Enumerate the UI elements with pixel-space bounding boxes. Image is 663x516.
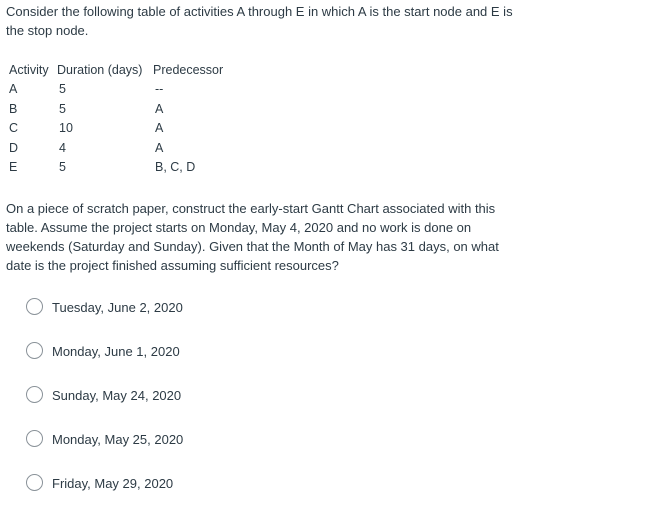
- question-intro: Consider the following table of activities A through E in which A is the start node and E is the stop node.: [6, 4, 513, 38]
- radio-button[interactable]: [26, 342, 43, 359]
- cell-duration: 5: [59, 82, 66, 96]
- cell-predecessor: A: [155, 121, 164, 135]
- answer-option-label[interactable]: Sunday, May 24, 2020: [52, 388, 182, 403]
- radio-button[interactable]: [26, 298, 43, 315]
- answer-option-label[interactable]: Monday, May 25, 2020: [52, 432, 184, 447]
- cell-duration: 10: [59, 121, 73, 135]
- question-container: [6, 2, 526, 40]
- cell-predecessor: A: [155, 140, 164, 155]
- cell-predecessor: --: [155, 82, 164, 96]
- cell-activity: E: [9, 160, 18, 174]
- cell-activity: C: [9, 121, 19, 135]
- cell-activity: D: [9, 140, 19, 155]
- header-activity: Activity: [9, 63, 49, 77]
- question-body: On a piece of scratch paper, construct the early-start Gantt Chart associated with this table. Assume the project starts on Monday, May 4, 2020 and no work is done on weekends (Saturday and Sunday). Given that the Month of May has 31 days, on what date is the project finished assuming sufficient resources?: [6, 201, 499, 273]
- cell-duration: 5: [59, 160, 66, 174]
- radio-button[interactable]: [26, 386, 43, 403]
- header-duration: Duration (days): [57, 63, 143, 77]
- cell-predecessor: B, C, D: [155, 160, 196, 174]
- header-predecessor: Predecessor: [153, 63, 224, 77]
- cell-duration: 5: [59, 101, 66, 116]
- answer-option-label[interactable]: Friday, May 29, 2020: [52, 476, 174, 491]
- cell-duration: 4: [59, 140, 66, 155]
- radio-button[interactable]: [26, 430, 43, 447]
- cell-activity: A: [9, 82, 18, 96]
- radio-button[interactable]: [26, 474, 43, 491]
- answer-option-label[interactable]: Monday, June 1, 2020: [52, 344, 180, 359]
- answer-option-label[interactable]: Tuesday, June 2, 2020: [52, 300, 183, 315]
- cell-predecessor: A: [155, 101, 164, 116]
- cell-activity: B: [9, 101, 18, 116]
